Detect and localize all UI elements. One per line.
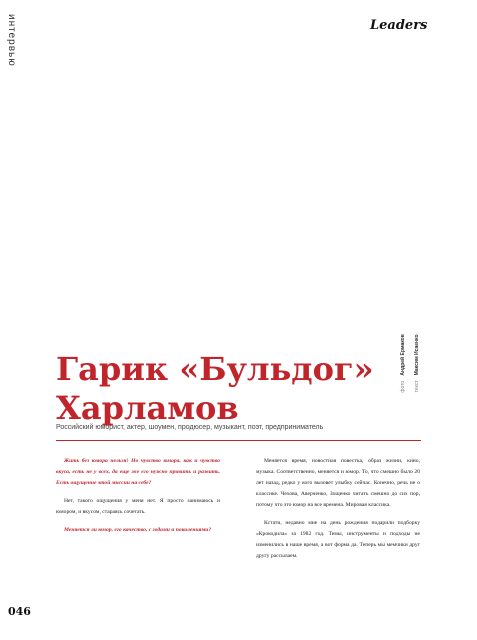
interview-question: Меняется ли юмор, его качество, с годами и поколениями? [64,527,212,533]
photo-credit [400,334,406,393]
article-subtitle: Российский юморист, актер, шоумен, продюсер, музыкант, поэт, предприниматель [56,424,324,431]
divider-rule [56,440,421,441]
article-title-line-1: Гарик «Бульдог» [56,350,374,388]
magazine-logo: Leaders [370,18,428,33]
interview-answer: Кстати, недавно мне на день рождения подарили подборку «Крокодила» за 1982 год. Темы, инструменты и подходы не изменились в наше время, а вот форма да. Теперь мы мемчики друг другу рассылаем. [256,520,420,559]
credits [394,334,434,424]
article-title [56,350,396,428]
left-column [56,456,220,543]
text-credit-person: Максим Исаенко [414,334,420,375]
text-credit-role: текст [414,380,420,393]
photo-credit-person: Андрей Ермаков [400,334,406,376]
article-title-line-2: Харламов [56,389,239,427]
photo-credit-role: фото [400,380,406,393]
interview-answer: Меняется время, новостная повестка, образ жизни, кино, музыка. Соответственно, меняется и юмор. То, что смешно было 20 лет назад, редко у кого вызовет улыбку сейчас. Конечно, речь не о классике. Чехова, Аверченко, Зощенко читать смешно до сих пор, потому что это юмор на все времена. Мировая классика. [256,458,420,508]
section-label: интервью [6,14,17,67]
right-column [256,456,420,569]
interview-question: Жить без юмора нельзя! Но чувство юмора, как и чувство вкуса, есть не у всех, да еще же его нужно привить и развить. Есть ощущение этой миссии на себе? [56,458,220,486]
text-credit [414,334,420,392]
page-number: 046 [8,605,31,618]
interview-answer: Нет, такого ощущения у меня нет. Я просто занимаюсь и юмором, и вкусом, стараясь сочетать. [56,498,220,515]
